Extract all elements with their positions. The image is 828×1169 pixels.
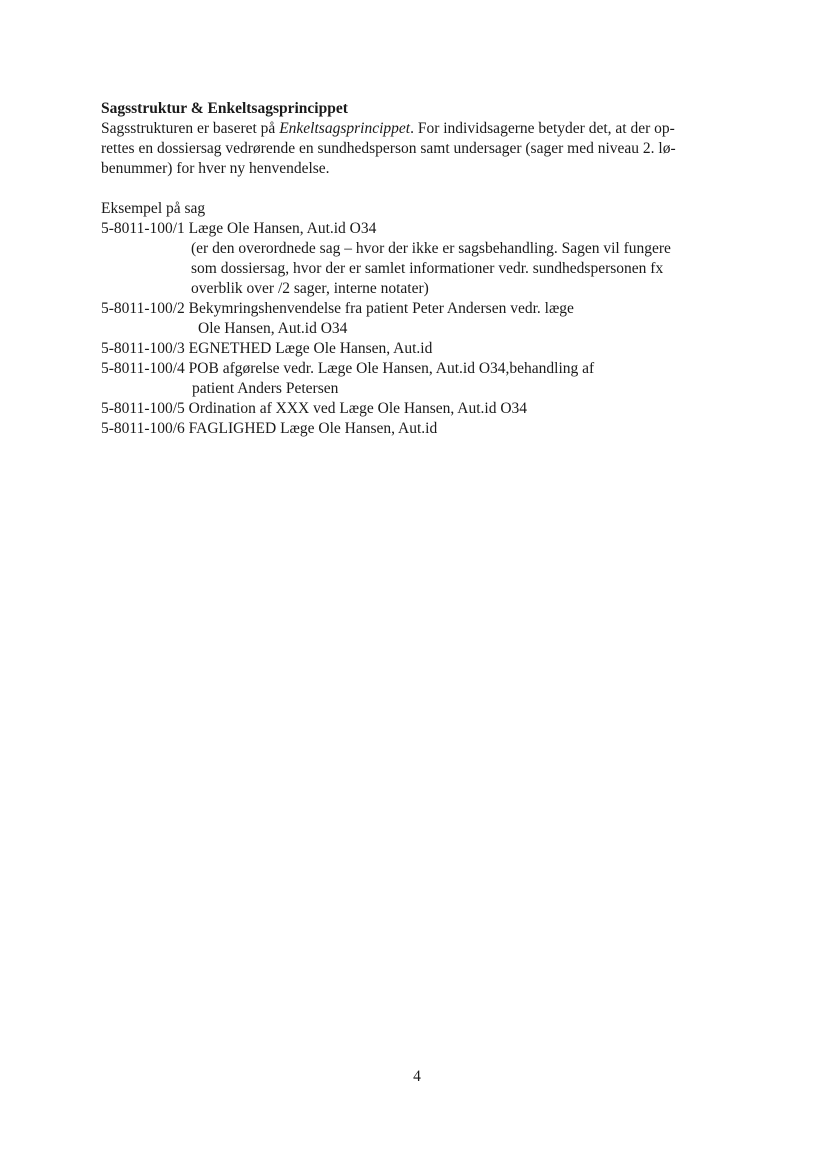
- intro-text-4: benummer) for hver ny henvendelse.: [101, 160, 330, 177]
- case-line: 5-8011-100/3 EGNETHED Læge Ole Hansen, Aut.id: [101, 340, 433, 357]
- case-continuation: Ole Hansen, Aut.id O34: [198, 320, 348, 337]
- section-heading: Sagsstruktur & Enkeltsagsprincippet: [101, 100, 348, 117]
- case-continuation: patient Anders Petersen: [192, 380, 339, 397]
- example-title: Eksempel på sag: [101, 200, 206, 217]
- case-line: 5-8011-100/2 Bekymringshenvendelse fra patient Peter Andersen vedr. læge: [101, 300, 574, 317]
- intro-paragraph: [101, 119, 727, 179]
- paragraph-spacer: [101, 179, 727, 199]
- case-line: 5-8011-100/5 Ordination af XXX ved Læge Ole Hansen, Aut.id O34: [101, 400, 528, 417]
- intro-text-3: rettes en dossiersag vedrørende en sundhedsperson samt undersager (sager med niveau 2. lø-: [101, 140, 676, 157]
- intro-text-1: Sagsstrukturen er baseret på: [101, 120, 280, 137]
- page-number: 4: [413, 1068, 421, 1085]
- case-continuation: (er den overordnede sag – hvor der ikke er sagsbehandling. Sagen vil fungere: [191, 240, 671, 257]
- document-body: [101, 99, 727, 439]
- intro-text-2: . For individsagerne betyder det, at der op-: [410, 120, 675, 137]
- case-line: 5-8011-100/6 FAGLIGHED Læge Ole Hansen, Aut.id: [101, 420, 438, 437]
- case-continuation: som dossiersag, hvor der er samlet informationer vedr. sundhedspersonen fx: [191, 260, 664, 277]
- case-continuation: overblik over /2 sager, interne notater): [191, 280, 429, 297]
- intro-emphasis: Enkeltsagsprincippet: [279, 120, 411, 137]
- case-line: 5-8011-100/4 POB afgørelse vedr. Læge Ole Hansen, Aut.id O34,behandling af: [101, 360, 595, 377]
- case-line: 5-8011-100/1 Læge Ole Hansen, Aut.id O34: [101, 220, 377, 237]
